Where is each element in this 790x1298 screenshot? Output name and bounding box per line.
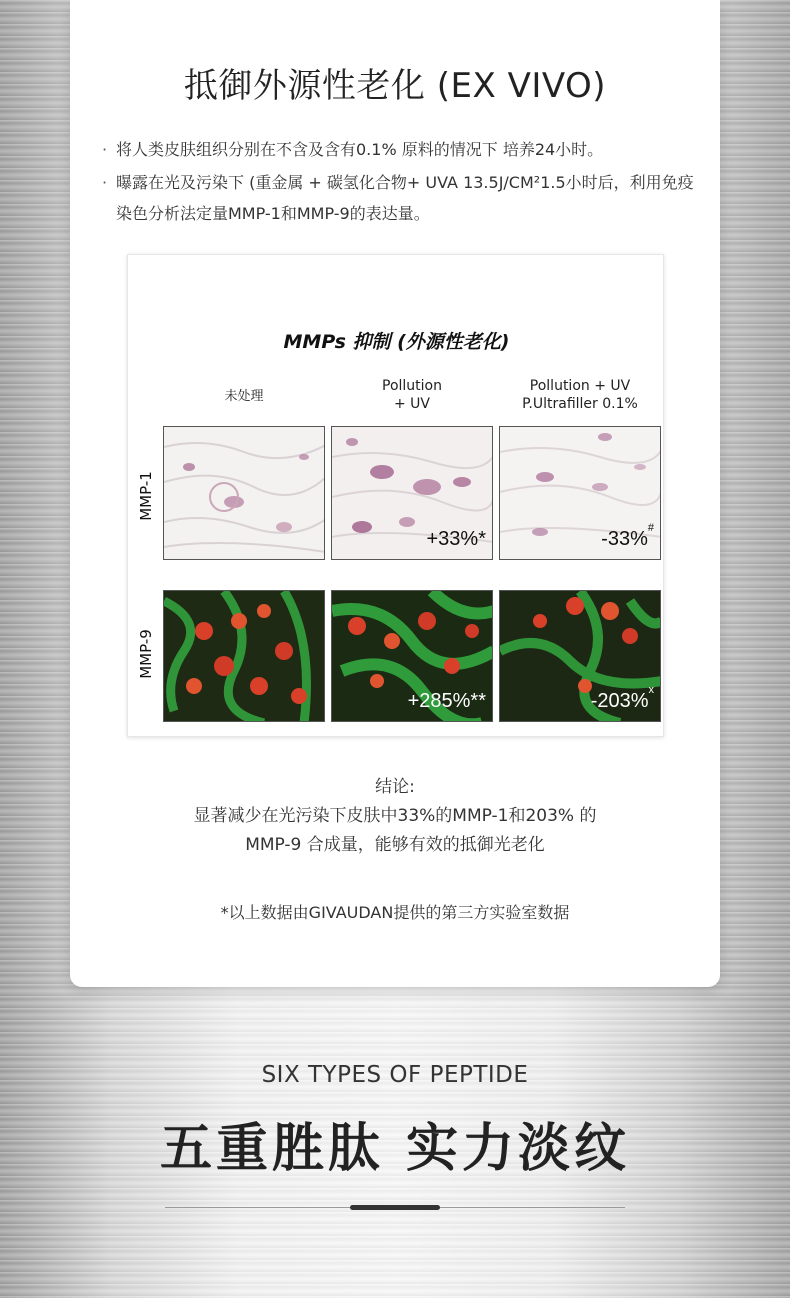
mmp1-pollution-image — [331, 426, 493, 560]
histology-image — [164, 427, 325, 560]
column-header-untreated: 未处理 — [224, 389, 264, 404]
mmp9-ultrafiller-image — [499, 590, 661, 722]
conclusion-label: 结论: — [375, 777, 415, 797]
bullet-item — [102, 134, 702, 165]
conclusion — [70, 773, 720, 860]
figure-title: MMPs 抑制 (外源性老化) — [283, 331, 510, 353]
footnote: *以上数据由GIVAUDAN提供的第三方实验室数据 — [220, 903, 570, 922]
row-label-mmp9: MMP-9 — [137, 629, 155, 679]
mmp1-ultrafiller-image — [499, 426, 661, 560]
section-title: 五重胜肽 实力淡纹 — [159, 1119, 631, 1179]
mmp1-ultrafiller-value: -33%# — [601, 522, 654, 550]
bullet-item — [102, 167, 702, 229]
divider-accent — [350, 1205, 440, 1210]
fluorescence-image — [164, 591, 325, 722]
mmp-figure — [127, 254, 664, 737]
mmp1-untreated-image — [163, 426, 325, 560]
bullet-text: 曝露在光及污染下 (重金属 + 碳氢化合物+ UVA 13.5J/CM²1.5小时后，利用免疫染色分析法定量MMP-1和MMP-9的表达量。 — [116, 173, 694, 223]
mmp1-pollution-value: +33%* — [426, 528, 486, 550]
bullet-dot: · — [102, 173, 108, 192]
row-label-mmp1: MMP-1 — [137, 471, 155, 521]
column-header-ultrafiller: Pollution + UV P.Ultrafiller 0.1% — [522, 378, 638, 412]
section-subtitle: SIX TYPES OF PEPTIDE — [261, 1062, 529, 1088]
column-header-pollution-uv: Pollution + UV — [382, 378, 442, 412]
card-title: 抵御外源性老化 (EX VIVO) — [183, 66, 607, 106]
bullet-list — [102, 134, 702, 231]
bullet-dot: · — [102, 140, 108, 159]
mmp9-pollution-value: +285%** — [407, 690, 486, 712]
content-card — [70, 0, 720, 987]
mmp9-untreated-image — [163, 590, 325, 722]
bullet-text: 将人类皮肤组织分别在不含及含有0.1% 原料的情况下 培养24小时。 — [116, 140, 604, 159]
mmp9-pollution-image — [331, 590, 493, 722]
mmp9-ultrafiller-value: -203%$^x$ — [590, 684, 654, 712]
conclusion-line: 显著减少在光污染下皮肤中33%的MMP-1和203% 的 — [193, 806, 597, 826]
conclusion-line: MMP-9 合成量，能够有效的抵御光老化 — [245, 835, 545, 855]
